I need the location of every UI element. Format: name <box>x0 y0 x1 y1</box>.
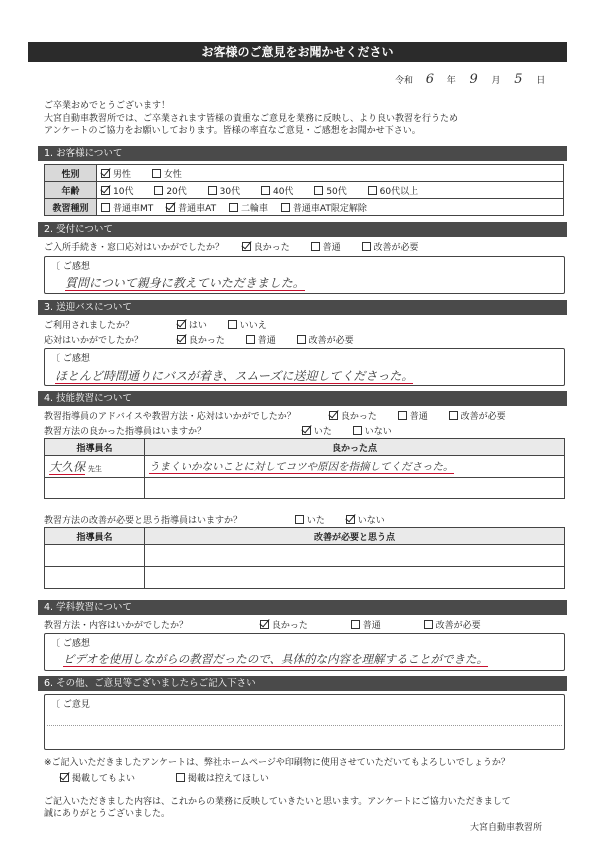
checkbox[interactable] <box>176 773 185 782</box>
intro-line: アンケートのご協力をお願いしております。皆様の率直なご意見・ご感想をお聞かせ下さい。 <box>44 126 421 136</box>
age-label: 年齢 <box>45 182 97 199</box>
checkbox[interactable] <box>362 242 371 251</box>
other-comment-box[interactable] <box>44 694 565 750</box>
customer-table <box>44 164 564 216</box>
option-male[interactable]: 男性 <box>101 167 131 180</box>
checkbox[interactable] <box>351 620 360 629</box>
checkbox[interactable] <box>242 242 251 251</box>
option-normal[interactable]: 普通 <box>398 409 428 422</box>
reception-question: ご入所手続き・窓口応対はいかがでしたか？ 良かった 普通 改善が必要 <box>44 240 437 253</box>
comment-label: 〔 ご感想 <box>51 354 90 364</box>
instructor-name-cell[interactable] <box>45 567 145 589</box>
table-row <box>45 182 564 199</box>
month-unit: 月 <box>491 76 501 86</box>
instructor-name-cell[interactable] <box>45 456 145 478</box>
instructor-name: 大久保 <box>49 460 86 474</box>
checkbox[interactable] <box>302 426 311 435</box>
checkbox[interactable] <box>208 186 217 195</box>
divider <box>47 725 562 726</box>
gender-label: 性別 <box>45 165 97 182</box>
day-unit: 日 <box>536 76 546 86</box>
option-existed[interactable]: いた <box>295 513 325 526</box>
closing-text <box>44 796 511 820</box>
age-options <box>97 182 564 199</box>
checkbox[interactable] <box>152 169 161 178</box>
option-existed[interactable]: いた <box>302 424 332 437</box>
gender-options <box>97 165 564 182</box>
good-point-cell[interactable] <box>145 456 565 478</box>
checkbox[interactable] <box>281 203 290 212</box>
checkbox[interactable] <box>60 773 69 782</box>
improve-instructor-question: 教習方法の改善が必要と思う指導員はいますか？ いた いない <box>44 513 403 526</box>
col-instructor-name: 指導員名 <box>45 439 145 456</box>
page-title: お客様のご意見をお聞かせください <box>28 42 567 62</box>
day-value[interactable]: 5 <box>514 72 523 87</box>
checkbox[interactable] <box>229 203 238 212</box>
section-heading-bus: 3. 送迎バスについて <box>38 300 567 315</box>
option-needs-improvement[interactable]: 改善が必要 <box>297 333 354 346</box>
good-instructor-question: 教習方法の良かった指導員はいますか？ いた いない <box>44 424 410 437</box>
table-row <box>45 567 565 589</box>
checkbox[interactable] <box>101 186 110 195</box>
option-none[interactable]: いない <box>353 424 392 437</box>
table-row <box>45 165 564 182</box>
option-deny-publish[interactable]: 掲載は控えてほしい <box>176 771 269 784</box>
option-good[interactable]: 良かった <box>260 618 308 631</box>
option-age-50s[interactable]: 50代 <box>314 184 346 197</box>
option-at-limit-removal[interactable]: 普通車AT限定解除 <box>281 201 367 214</box>
option-age-30s[interactable]: 30代 <box>208 184 240 197</box>
section-heading-customer: 1. お客様について <box>38 146 567 161</box>
section-heading-reception: 2. 受付について <box>38 222 567 237</box>
option-no[interactable]: いいえ <box>228 318 267 331</box>
option-needs-improvement[interactable]: 改善が必要 <box>424 618 481 631</box>
option-yes[interactable]: はい <box>177 318 207 331</box>
year-value[interactable]: 6 <box>425 72 435 87</box>
improve-instructor-table <box>44 527 565 589</box>
checkbox[interactable] <box>329 411 338 420</box>
instructor-name-cell[interactable] <box>45 545 145 567</box>
bus-service-question: 応対はいかがでしたか？ 良かった 普通 改善が必要 <box>44 333 372 346</box>
checkbox[interactable] <box>368 186 377 195</box>
table-row <box>45 528 565 545</box>
option-none[interactable]: いない <box>346 513 385 526</box>
table-row <box>45 545 565 567</box>
consent-options <box>60 771 287 784</box>
checkbox[interactable] <box>295 515 304 524</box>
option-needs-improvement[interactable]: 改善が必要 <box>362 240 419 253</box>
option-motorcycle[interactable]: 二輪車 <box>229 201 268 214</box>
course-type-label: 教習種別 <box>45 199 97 216</box>
school-signature: 大宮自動車教習所 <box>470 823 543 833</box>
section-heading-classroom: 4. 学科教習について <box>38 600 567 615</box>
option-age-20s[interactable]: 20代 <box>154 184 186 197</box>
checkbox[interactable] <box>246 335 255 344</box>
checkbox[interactable] <box>101 203 110 212</box>
checkbox[interactable] <box>228 320 237 329</box>
option-good[interactable]: 良かった <box>177 333 225 346</box>
option-needs-improvement[interactable]: 改善が必要 <box>449 409 506 422</box>
col-improve-point: 改善が必要と思う点 <box>145 528 565 545</box>
option-good[interactable]: 良かった <box>329 409 377 422</box>
option-at[interactable]: 普通車AT <box>166 201 216 214</box>
checkbox[interactable] <box>424 620 433 629</box>
option-normal[interactable]: 普通 <box>246 333 276 346</box>
course-type-options <box>97 199 564 216</box>
comment-label: 〔 ご感想 <box>51 639 90 649</box>
classroom-comment-box[interactable] <box>44 633 565 671</box>
era: 令和 <box>395 76 414 86</box>
option-mt[interactable]: 普通車MT <box>101 201 153 214</box>
option-good[interactable]: 良かった <box>242 240 290 253</box>
col-good-point: 良かった点 <box>145 439 565 456</box>
comment-label: 〔 ご感想 <box>51 262 90 272</box>
col-instructor-name: 指導員名 <box>45 528 145 545</box>
consent-question: ※ご記入いただきましたアンケートは、弊社ホームページや印刷物に使用させていただいてもよろしいでしょうか？ <box>44 758 510 768</box>
checkbox[interactable] <box>314 186 323 195</box>
skill-question: 教習指導員のアドバイスや教習方法・応対はいかがでしたか？ 良かった 普通 改善が必要 <box>44 409 524 422</box>
checkbox[interactable] <box>353 426 362 435</box>
month-value[interactable]: 9 <box>469 72 478 87</box>
good-point: うまくいかないことに対してコツや原因を指摘してくださった。 <box>149 461 454 473</box>
checkbox[interactable] <box>398 411 407 420</box>
improve-point-cell[interactable] <box>145 567 565 589</box>
table-row <box>45 456 565 478</box>
comment-label: 〔 ご意見 <box>51 700 90 710</box>
checkbox[interactable] <box>101 169 110 178</box>
checkbox[interactable] <box>154 186 163 195</box>
table-row <box>45 199 564 216</box>
option-normal[interactable]: 普通 <box>351 618 381 631</box>
classroom-comment: ビデオを使用しながらの教習だったので、具体的な内容を理解することができた。 <box>63 652 489 666</box>
table-row <box>45 478 565 499</box>
option-female[interactable]: 女性 <box>152 167 182 180</box>
good-instructor-table <box>44 438 565 499</box>
checkbox[interactable] <box>166 203 175 212</box>
checkbox[interactable] <box>311 242 320 251</box>
reception-comment: 質問について親身に教えていただきました。 <box>65 276 305 290</box>
option-normal[interactable]: 普通 <box>311 240 341 253</box>
instructor-suffix: 先生 <box>87 465 102 473</box>
option-allow-publish[interactable]: 掲載してもよい <box>60 771 135 784</box>
closing-line: 誠にありがとうございました。 <box>44 809 171 819</box>
checkbox[interactable] <box>177 320 186 329</box>
intro-line: 大宮自動車教習所では、ご卒業されます皆様の貴重なご意見を業務に反映し、より良い教習を行うため <box>44 113 459 124</box>
classroom-question: 教習方法・内容はいかがでしたか？ 良かった 普通 改善が必要 <box>44 618 499 631</box>
intro-line: ご卒業おめでとうございます！ <box>44 101 171 111</box>
option-age-60s[interactable]: 60代以上 <box>368 184 418 197</box>
bus-comment-box[interactable] <box>44 348 565 386</box>
bus-comment: ほとんど時間通りにバスが着き、スムーズに送迎してくださった。 <box>55 369 414 383</box>
year-unit: 年 <box>446 76 456 86</box>
option-age-10s[interactable]: 10代 <box>101 184 133 197</box>
option-age-40s[interactable]: 40代 <box>261 184 293 197</box>
section-heading-skill: 4. 技能教習について <box>38 391 567 406</box>
good-point-cell[interactable] <box>145 478 565 499</box>
checkbox[interactable] <box>449 411 458 420</box>
checkbox[interactable] <box>261 186 270 195</box>
intro-text <box>44 100 564 138</box>
checkbox[interactable] <box>297 335 306 344</box>
instructor-name-cell[interactable] <box>45 478 145 499</box>
checkbox[interactable] <box>260 620 269 629</box>
bus-usage-question: ご利用されましたか？ はい いいえ <box>44 318 285 331</box>
table-row <box>45 439 565 456</box>
improve-point-cell[interactable] <box>145 545 565 567</box>
reception-comment-box[interactable] <box>44 256 565 294</box>
section-heading-other: 6. その他、ご意見等ございましたらご記入下さい <box>38 676 567 691</box>
checkbox[interactable] <box>346 515 355 524</box>
date-line <box>395 72 565 87</box>
checkbox[interactable] <box>177 335 186 344</box>
closing-line: ご記入いただきました内容は、これからの業務に反映していきたいと思います。アンケートにご協力いただきまして <box>44 797 511 807</box>
